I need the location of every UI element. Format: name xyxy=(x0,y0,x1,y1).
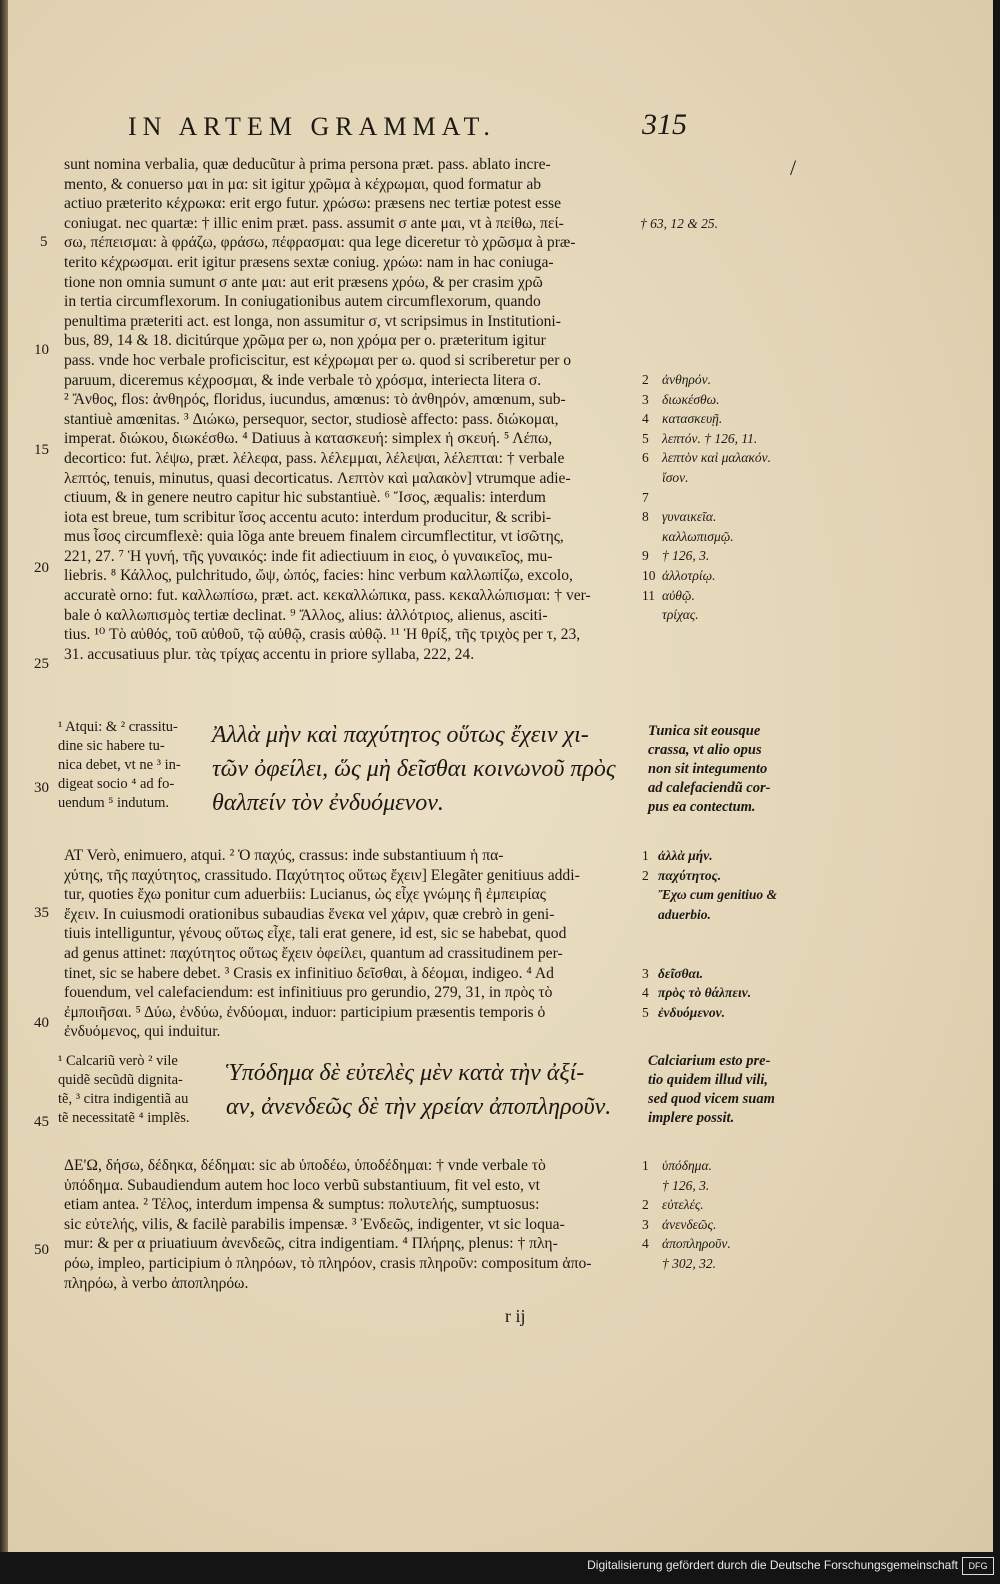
line-number: 40 xyxy=(34,1015,49,1031)
margin-note: αὐθῷ. xyxy=(662,587,695,603)
gloss-line: ¹ Atqui: & ² crassitu- xyxy=(58,719,178,735)
margin-note: τρίχας. xyxy=(662,607,699,623)
text-line: χύτης, τῆς παχύτητος, crassitudo. Παχύτητος οὕτως ἔχειν] Elegãter genitiuus addi- xyxy=(64,866,580,884)
text-line: ἐνδυόμενος, qui induitur. xyxy=(64,1023,221,1041)
translation-line: Calciarium esto pre- xyxy=(648,1053,771,1069)
line-number: 15 xyxy=(34,442,49,458)
translation-line: tio quidem illud vili, xyxy=(648,1072,769,1088)
text-line: ΔΕ'Ω, δήσω, δέδηκα, δέδημαι: sic ab ὑποδέω, ὑποδέδημαι: † vnde verbale τὸ xyxy=(64,1157,546,1174)
note-number: 7 xyxy=(642,489,649,505)
gloss-line: ¹ Calcariũ verò ² vile xyxy=(58,1053,178,1069)
margin-note: καλλωπισμῷ. xyxy=(662,528,734,544)
text-line: tiuis intelliguntur, γένους οὕτως εἶχε, tali erat genere, id est, sic se habebat, quod xyxy=(64,925,567,943)
gloss-line: digeat socio ⁴ ad fo- xyxy=(58,776,175,792)
text-line: ἐμποιῆσαι. ⁵ Δύω, ἐνδύω, ἐνδύομαι, induor: participium præsentis temporis ὁ xyxy=(64,1003,546,1021)
note-number: 2 xyxy=(642,372,649,387)
note-number: 1 xyxy=(642,1158,649,1173)
gloss-line: uendum ⁵ indutum. xyxy=(58,795,169,811)
margin-note: † 126, 3. xyxy=(662,548,710,564)
note-number: 10 xyxy=(642,567,656,583)
greek-line: τῶν ὀφείλει, ὥς μὴ δεῖσθαι κοινωνοῦ πρὸς xyxy=(212,756,616,782)
text-line: ² Ἄνθος, flos: ἀνθηρός, floridus, iucundus, amœnus: τὸ ἀνθηρόν, amœnum, sub- xyxy=(64,391,566,409)
note-number: 9 xyxy=(642,548,649,564)
text-line: accuratè orno: fut. καλλωπίσω, præt. act. κεκαλλώπικα, pass. κεκαλλώπισμαι: † ver- xyxy=(64,587,591,605)
text-line: penultima præteriti act. est longa, non assumitur σ, vt scripsimus in Institutioni- xyxy=(64,312,561,330)
text-line: ὑπόδημα. Subaudiendum autem hoc loco verbũ substantiuum, fit vel esto, vt xyxy=(64,1176,540,1194)
margin-note: ἀλλὰ μήν. xyxy=(658,848,713,863)
line-number: 50 xyxy=(34,1242,49,1258)
translation-line: sed quod vicem suam xyxy=(648,1091,775,1107)
text-line: ctiuum, & in genere neutro capitur hic substantiuè. ⁶ Ἴσος, æqualis: interdum xyxy=(64,489,546,507)
commentary-block-1 xyxy=(64,155,642,664)
line-number: 45 xyxy=(34,1114,49,1130)
margin-note: aduerbio. xyxy=(658,906,711,922)
gloss-line: nica debet, vt ne ³ in- xyxy=(58,757,181,773)
margin-note: κατασκευῇ. xyxy=(662,411,723,427)
text-line: ΑΤ Verò, enimuero, atqui. ² Ὁ παχύς, crassus: inde substantiuum ἡ πα- xyxy=(64,847,504,864)
greek-line: αν, ἀνενδεῶς δὲ τὴν χρείαν ἀποπληροῦν. xyxy=(226,1094,612,1120)
note-number-column xyxy=(642,1156,658,1254)
gloss-line: dine sic habere tu- xyxy=(58,738,165,754)
binding-gutter xyxy=(0,0,8,1552)
text-line: sunt nomina verbalia, quæ deducũtur à prima persona præt. pass. ablato incre- xyxy=(64,156,551,173)
note-number: 8 xyxy=(642,509,649,525)
margin-note: Ἔχω cum genitiuo & xyxy=(658,887,777,903)
text-line: tur, quoties ἔχω ponitur cum aduerbiis: Lucianus, ὡς εἶχε γνώμης ἢ ἐμπειρίας xyxy=(64,886,546,904)
note-number: 2 xyxy=(642,1197,649,1213)
note-number: 5 xyxy=(642,430,649,446)
greek-line: θαλπείν τὸν ἐνδυόμενον. xyxy=(212,790,444,816)
text-line: πληρόω, à verbo ἀποπληρόω. xyxy=(64,1274,249,1292)
page-number: 315 xyxy=(642,108,687,141)
margin-note: λεπτὸν καὶ μαλακόν. xyxy=(662,450,771,466)
translation-line: crassa, vt alio opus xyxy=(648,742,762,758)
text-line: iota est breue, tum scribitur ἴσος accentu acuto: interdum producitur, & scribi- xyxy=(64,508,552,526)
translation-line: ad calefaciendũ cor- xyxy=(648,780,771,796)
text-line: mur: & per α priuatiuum ἀνενδεῶς, citra indigentiam. ⁴ Πλήρης, plenus: † πλη- xyxy=(64,1235,558,1253)
note-number-column xyxy=(642,370,658,605)
greek-line: Ἀλλὰ μὴν καὶ παχύτητος οὕτως ἔχειν χι- xyxy=(212,722,589,748)
text-line: bale ὁ καλλωπισμὸς tertiæ declinat. ⁹ Ἄλλος, alius: ἀλλότριος, alienus, asciti- xyxy=(64,606,548,624)
gloss-line: quidẽ secũdũ dignita- xyxy=(58,1072,183,1088)
note-number: 4 xyxy=(642,985,649,1001)
note-number: 6 xyxy=(642,450,649,466)
gloss-line: tẽ, ³ citra indigentiã au xyxy=(58,1091,189,1107)
note-number: 2 xyxy=(642,867,649,883)
margin-note: ἐνδυόμενον. xyxy=(658,1004,725,1020)
text-line: 221, 27. ⁷ Ἡ γυνή, τῆς γυναικός: inde fit adiectiuum in ειος, ὁ γυναικεῖος, mu- xyxy=(64,547,553,565)
text-line: imperat. διώκου, διωκέσθω. ⁴ Datiuus à κατασκευή: simplex ἡ σκευή. ⁵ Λέπω, xyxy=(64,430,553,448)
note-number: 3 xyxy=(642,391,649,407)
margin-note: γυναικεῖα. xyxy=(662,509,717,525)
gloss-line: tẽ necessitatẽ ⁴ implẽs. xyxy=(58,1110,190,1126)
commentary-block-2 xyxy=(64,846,642,1042)
text-line: coniugat. nec quartæ: † illic enim præt. pass. assumit σ ante μαι, vt à πείθω, πεί- xyxy=(64,214,564,232)
line-number: 25 xyxy=(34,656,49,672)
note-number: 11 xyxy=(642,587,655,603)
text-line: terito κέχρωσμαι. erit igitur præsens sextæ coniug. χρώω: nam in hac coniuga- xyxy=(64,253,554,271)
margin-note-column xyxy=(662,370,810,625)
text-line: bus, 89, 14 & 18. dicitúrque χρῶμα per ω, non χρόμα per ο. præteritum igitur xyxy=(64,332,546,350)
margin-mark: / xyxy=(790,155,797,180)
text-line: tius. ¹⁰ Τὸ αὐθός, τοῦ αὐθοῦ, τῷ αὐθῷ, crasis αὐθῷ. ¹¹ Ἡ θρίξ, τῆς τριχὸς per τ, 23, xyxy=(64,626,581,644)
translation-line: implere possit. xyxy=(648,1110,735,1126)
note-number-column xyxy=(642,846,658,1022)
text-line: ἔχειν. In cuiusmodi orationibus subaudias ἕνεκα vel χάριν, quæ crebrò in geni- xyxy=(64,905,555,923)
margin-note: παχύτητος. xyxy=(658,867,722,883)
verse-2-latin-gloss xyxy=(58,1052,189,1128)
text-line: λεπτός, tenuis, minutus, quasi decorticatus. Λεπτὸν καὶ μαλακὸν] vtrumque adie- xyxy=(64,469,571,487)
line-number: 35 xyxy=(34,905,49,921)
margin-note: † 126, 3. xyxy=(662,1177,710,1193)
translation-line: non sit integumento xyxy=(648,761,768,777)
text-line: stantiuè amœnitas. ³ Διώκω, persequor, sector, studiosè affecto: pass. διώκομαι, xyxy=(64,410,559,428)
margin-note-column xyxy=(658,846,806,1022)
note-number: 3 xyxy=(642,1216,649,1232)
margin-note: λεπτόν. † 126, 11. xyxy=(662,430,758,446)
text-line: σω, πέπεισμαι: à φράζω, φράσω, πέφρασμαι: qua lege diceretur τὸ χρῶσμα à præ- xyxy=(64,234,576,252)
verse-2-latin-translation xyxy=(648,1052,775,1128)
line-number: 20 xyxy=(34,560,49,576)
margin-note: ὑπόδημα. xyxy=(662,1158,712,1173)
margin-note-column xyxy=(662,1156,810,1274)
text-line: mento, & conuerso μαι in μα: sit igitur χρῶμα à κέχρωμαι, quod formatur ab xyxy=(64,175,542,193)
greek-line: Ὑπόδημα δὲ εὐτελὲς μὲν κατὰ τὴν ἀξί- xyxy=(226,1060,585,1086)
text-line: fouendum, vel calefaciendum: est infinitiuus pro gerundio, 279, 31, in πρὸς τὸ xyxy=(64,984,553,1002)
commentary-block-3 xyxy=(64,1156,642,1293)
margin-note: ἴσον. xyxy=(662,469,689,485)
text-line: decortico: fut. λέψω, præt. λέλεφα, pass. λέλεμμαι, λέλεψαι, λέλεπται: † verbale xyxy=(64,449,565,467)
running-head: IN ARTEM GRAMMAT. xyxy=(128,112,496,141)
margin-note: πρὸς τὸ θάλπειν. xyxy=(658,985,752,1001)
note-number: 4 xyxy=(642,411,649,427)
note-number: 3 xyxy=(642,965,649,981)
margin-note: ἀλλοτρίῳ. xyxy=(662,567,716,583)
line-number: 5 xyxy=(40,234,48,250)
text-line: ρόω, impleo, participium ὁ πληρόων, τὸ πληρόον, crasis πληροῦν: compositum ἀπο- xyxy=(64,1254,592,1272)
margin-note: † 302, 32. xyxy=(662,1255,716,1271)
margin-note: ἀνθηρόν. xyxy=(662,372,712,387)
margin-note: διωκέσθω. xyxy=(662,391,720,407)
line-number: 10 xyxy=(34,342,49,358)
translation-line: pus ea contectum. xyxy=(648,799,756,815)
text-line: pass. vnde hoc verbale proficiscitur, est κέχρωμαι per ω. quod si scriberetur per ο xyxy=(64,351,572,369)
verse-1-latin-translation xyxy=(648,722,770,817)
text-line: in tertia circumflexorum. In coniugationibus autem circumflexorum, quando xyxy=(64,293,541,311)
text-line: mus ἶσος circumflexè: quia lõga ante breuem finalem circumflectitur, vt ἰσῶτης, xyxy=(64,528,564,546)
note-number: 1 xyxy=(642,848,649,863)
text-line: sic εὐτελής, vilis, & facilè parabilis impensæ. ³ Ἐνδεῶς, indigenter, vt sic loqua- xyxy=(64,1215,565,1233)
text-line: ad genus attinet: παχύτητος οὕτως ἔχειν ὀφείλει, quantum ad crassitudinem per- xyxy=(64,944,563,962)
margin-note: ἀποπληροῦν. xyxy=(662,1236,731,1252)
text-line: tione non omnia sumunt σ ante μαι: aut erit præsens χρόω, & per crasim χρῶ xyxy=(64,273,543,291)
digitization-credit: Digitalisierung gefördert durch die Deutsche Forschungsgemeinschaft xyxy=(587,1558,958,1572)
dfg-logo: DFG xyxy=(962,1557,994,1575)
text-line: 31. accusatiuus plur. τὰς τρίχας accentu in priore syllaba, 222, 24. xyxy=(64,645,475,663)
signature-mark: r ij xyxy=(505,1306,526,1326)
margin-note: εὐτελές. xyxy=(662,1197,704,1213)
verse-1-greek xyxy=(212,718,616,820)
line-number: 30 xyxy=(34,780,49,796)
text-line: paruum, diceremus κέχροσμαι, & inde verbale τὸ χρόσμα, interiecta litera σ. xyxy=(64,371,542,389)
margin-note: δεῖσθαι. xyxy=(658,965,704,981)
translation-line: Tunica sit eousque xyxy=(648,723,761,739)
note-number: 4 xyxy=(642,1236,649,1252)
margin-note: ἀνενδεῶς. xyxy=(662,1216,717,1232)
text-line: liebris. ⁸ Κάλλος, pulchritudo, ὤψ, ὠπός, facies: hinc verbum καλλωπίζω, excolo, xyxy=(64,567,573,585)
text-line: tinet, sic se habere debet. ³ Crasis ex infinitiuo δεῖσθαι, à δέομαι, indigeo. ⁴ Ad xyxy=(64,964,554,982)
note-number: 5 xyxy=(642,1004,649,1020)
verse-1-latin-gloss xyxy=(58,718,181,813)
margin-note: † 63, 12 & 25. xyxy=(640,216,719,231)
text-line: actiuo præterito κέχρωκα: erit ergo futur. χρώσω: præsens nec tertiæ potest esse xyxy=(64,195,562,213)
verse-2-greek xyxy=(226,1056,611,1124)
text-line: etiam antea. ² Τέλος, interdum impensa & sumptus: πολυτελής, sumptuosus: xyxy=(64,1196,540,1214)
